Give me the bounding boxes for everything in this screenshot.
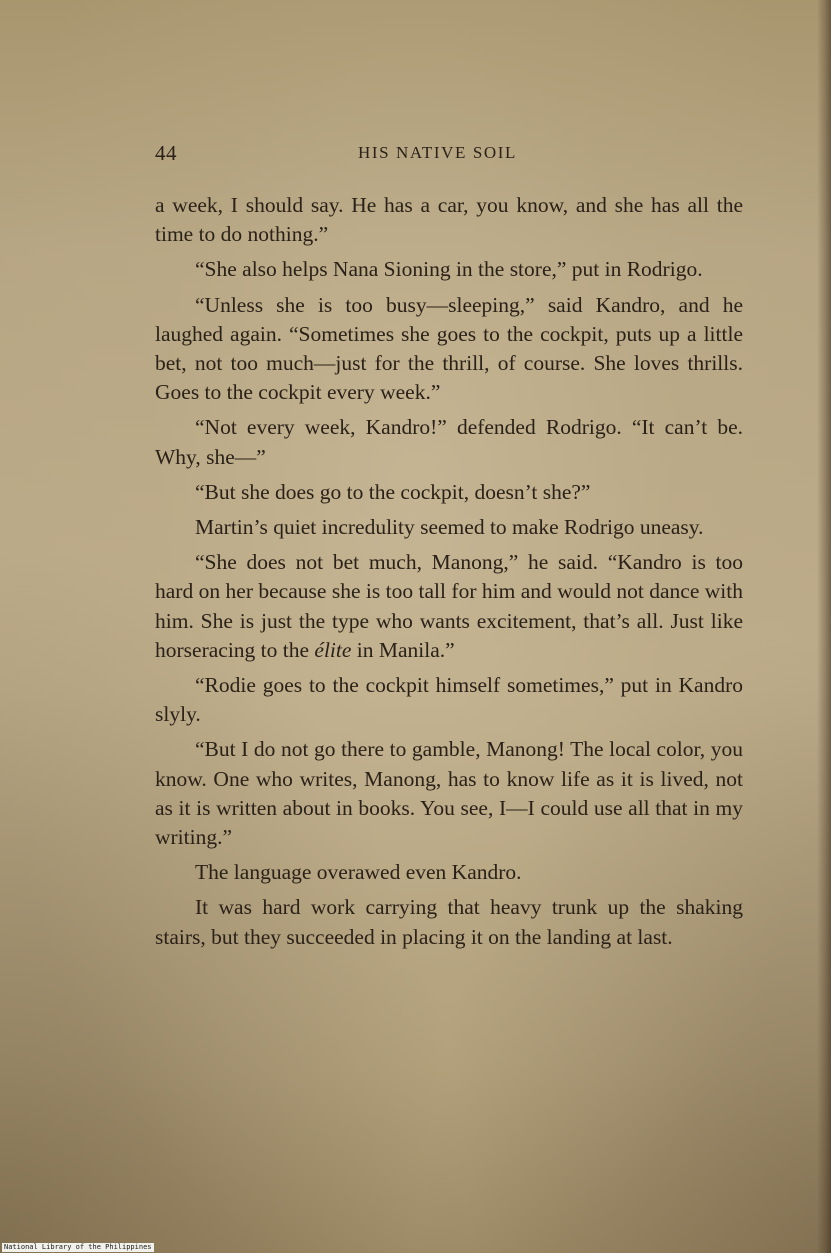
paragraph: “She also helps Nana Sioning in the store,” put in Rodrigo. [195, 257, 703, 282]
paragraph: “Not every week, Kandro!” defended Rodrigo. “It can’t be. Why, she—” [155, 415, 743, 469]
page-header [155, 141, 741, 171]
paragraph: “But I do not go there to gamble, Manong! The local color, you know. One who writes, Manong, has to know life as it is lived, not as it is written about in books. You see, I—I could use all that in my writing.” [155, 737, 743, 850]
paragraph: “Rodie goes to the cockpit himself sometimes,” put in Kandro slyly. [155, 673, 743, 727]
paragraph: “She does not bet much, Manong,” he said. “Kandro is too hard on her because she is too tall for him and would not dance with him. She is just the type who wants excitement, that’s all. Just like horseracing to the élite in Manila.” [155, 550, 743, 662]
paragraph: “Unless she is too busy—sleeping,” said Kandro, and he laughed again. “Sometimes she goes to the cockpit, puts up a little bet, not too much—just for the thrill, of course. She loves thrills. Goes to the cockpit every week.” [155, 292, 743, 405]
paragraph: Martin’s quiet incredulity seemed to make Rodrigo uneasy. [195, 515, 704, 540]
page-number: 44 [155, 141, 177, 165]
running-head: HIS NATIVE SOIL [358, 143, 518, 162]
page-edge-shadow [817, 0, 831, 1253]
body-text [155, 191, 743, 958]
paragraph: The language overawed even Kandro. [195, 860, 522, 885]
library-credit: National Library of the Philippines [4, 1243, 152, 1251]
paragraph: It was hard work carrying that heavy trunk up the shaking stairs, but they succeeded in placing it on the landing at last. [155, 895, 743, 949]
paragraph: “But she does go to the cockpit, doesn’t she?” [195, 479, 591, 504]
italic-word: élite [314, 637, 352, 662]
paragraph: a week, I should say. He has a car, you know, and she has all the time to do nothing.” [155, 193, 743, 247]
